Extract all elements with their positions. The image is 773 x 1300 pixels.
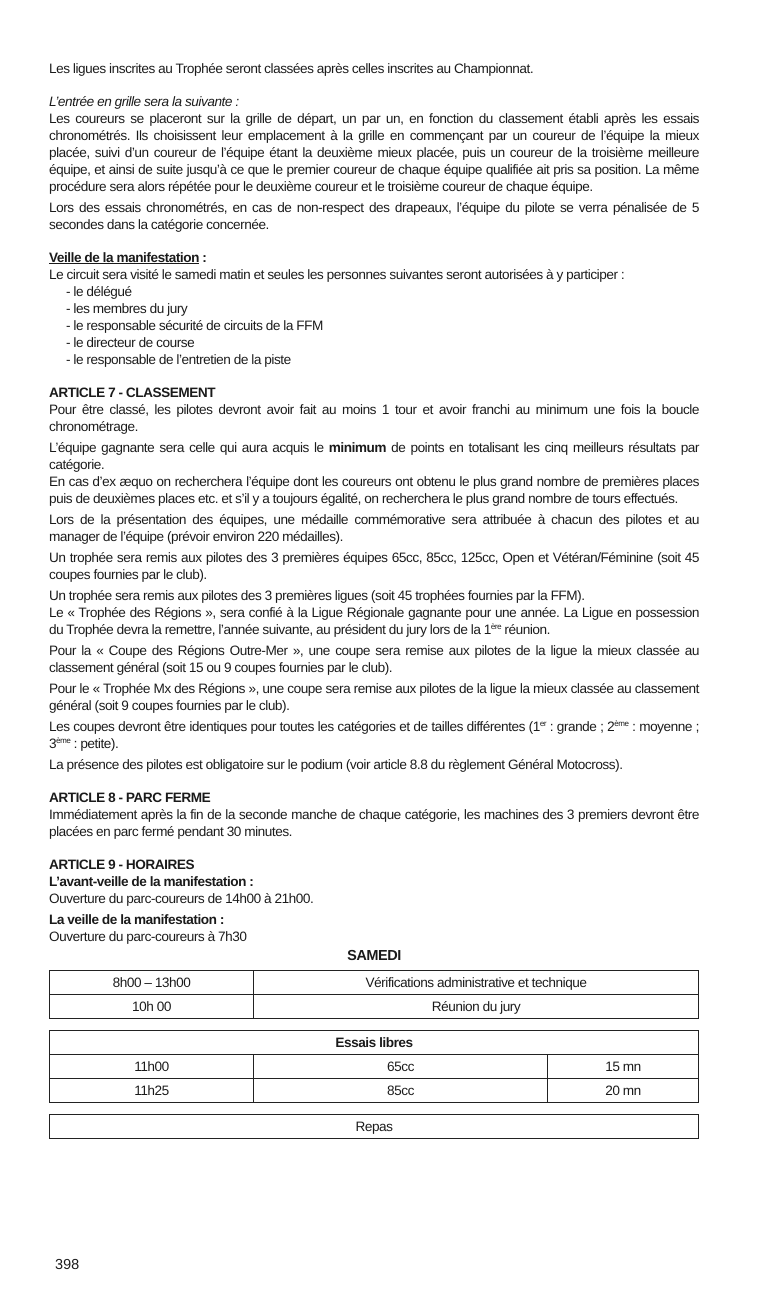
duration-cell: 20 mn — [548, 1079, 699, 1103]
text-run: de points en totalisant les cinq meilleurs résultats par catégorie. — [49, 440, 699, 472]
veille-heading — [49, 249, 699, 266]
table-row — [50, 1115, 699, 1139]
schedule-day-title: SAMEDI — [347, 948, 401, 964]
time-cell: 8h00 – 13h00 — [50, 971, 254, 995]
text-run: réunion. — [501, 622, 550, 637]
article7-p6: Un trophée sera remis aux pilotes des 3 premières ligues (soit 45 trophées fournies par la FFM). — [49, 588, 585, 603]
table-row — [50, 995, 699, 1019]
superscript: ème — [614, 719, 629, 728]
article7-heading: ARTICLE 7 - CLASSEMENT — [49, 385, 216, 400]
participants-list — [49, 283, 699, 368]
article7-p11: La présence des pilotes est obligatoire sur le podium (voir article 8.8 du règlement Général Motocross). — [49, 757, 623, 772]
document-page — [49, 60, 699, 1139]
avant-veille-text: Ouverture du parc-coureurs de 14h00 à 21h00. — [49, 891, 314, 906]
text-run: : moyenne ; 3 — [49, 719, 699, 751]
list-item: - le directeur de course — [66, 335, 195, 350]
category-cell: 85cc — [254, 1079, 548, 1103]
article7-p5: Un trophée sera remis aux pilotes des 3 premières équipes 65cc, 85cc, 125cc, Open et Vétéran/Féminine (soit 45 coupes fournies par le club). — [49, 550, 699, 582]
admin-schedule-table — [49, 970, 699, 1019]
text-run: Les coupes devront être identiques pour toutes les catégories et de tailles différentes (1 — [49, 719, 540, 734]
time-cell: 11h25 — [50, 1079, 254, 1103]
text-run: : petite). — [70, 736, 119, 751]
table-row — [50, 971, 699, 995]
veille-text: Ouverture du parc-coureurs à 7h30 — [49, 929, 247, 944]
text-run: L’équipe gagnante sera celle qui aura acquis le — [49, 440, 329, 455]
veille-heading-colon: : — [198, 250, 207, 265]
article7-p10 — [49, 718, 699, 752]
penalty-paragraph: Lors des essais chronométrés, en cas de non-respect des drapeaux, l’équipe du pilote se verra pénalisée de 5 secondes dans la catégorie concernée. — [49, 200, 699, 232]
table-row — [50, 1055, 699, 1079]
veille-heading-text: Veille de la manifestation — [49, 250, 199, 265]
article7-p2 — [49, 439, 699, 473]
article7-p1: Pour être classé, les pilotes devront avoir fait au moins 1 tour et avoir franchi au minimum une fois la boucle chronométrage. — [49, 402, 699, 434]
avant-veille-label: L’avant-veille de la manifestation : — [49, 874, 254, 889]
duration-cell: 15 mn — [548, 1055, 699, 1079]
article7-p4: Lors de la présentation des équipes, une médaille commémorative sera attribuée à chacun des pilotes et au manager de l’équipe (prévoir environ 220 médailles). — [49, 512, 699, 544]
table-row — [50, 1079, 699, 1103]
veille-label: La veille de la manifestation : — [49, 912, 224, 927]
grid-paragraph: Les coureurs se placeront sur la grille de départ, un par un, en fonction du classement établi après les essais chronométrés. Ils choisissent leur emplacement à la grille en commençant par un coureur de l’équipe la mieux placée, suivi d’un coureur de l’équipe étant la deuxième mieux placée, puis un coureur de la troisième meilleure équipe, et ainsi de suite jusqu’à ce que le premier coureur de chaque équipe qualifiée ait pris sa position. La même procédure sera alors répétée pour le deuxième coureur et le troisième coureur de chaque équipe. — [49, 111, 699, 194]
article7-p7 — [49, 604, 699, 638]
article7-p8: Pour la « Coupe des Régions Outre-Mer », une coupe sera remise aux pilotes de la ligue la mieux classée au classement général (soit 15 ou 9 coupes fournies par le club). — [49, 643, 699, 675]
list-item: - le délégué — [66, 284, 132, 299]
article9-heading: ARTICLE 9 - HORAIRES — [49, 857, 195, 872]
text-run: : grande ; 2 — [546, 719, 615, 734]
meal-cell: Repas — [50, 1115, 699, 1139]
article8-paragraph: Immédiatement après la fin de la seconde manche de chaque catégorie, les machines des 3 premiers devront être placées en parc fermé pendant 30 minutes. — [49, 807, 699, 839]
list-item: - le responsable sécurité de circuits de la FFM — [66, 318, 323, 333]
superscript: ème — [56, 736, 71, 745]
list-item: - le responsable de l’entretien de la piste — [66, 352, 291, 367]
text-run: Le « Trophée des Régions », sera confié à la Ligue Régionale gagnante pour une année. La Ligue en possession du Trophée devra la remettre, l’année suivante, au président du jury lors de la 1 — [49, 605, 699, 637]
table-header-row — [50, 1031, 699, 1055]
activity-cell: Réunion du jury — [254, 995, 699, 1019]
time-cell: 11h00 — [50, 1055, 254, 1079]
article8-heading: ARTICLE 8 - PARC FERME — [49, 790, 211, 805]
list-item: - les membres du jury — [66, 301, 188, 316]
meal-table — [49, 1114, 699, 1139]
emphasis-minimum: minimum — [328, 440, 387, 455]
grid-heading: L’entrée en grille sera la suivante : — [49, 94, 239, 109]
activity-cell: Vérifications administrative et technique — [254, 971, 699, 995]
article7-p3: En cas d’ex æquo on recherchera l’équipe dont les coureurs ont obtenu le plus grand nombre de premières places puis de deuxièmes places etc. et s’il y a toujours égalité, on recherchera le plus grand nombre de tours effectués. — [49, 474, 699, 506]
article7-p9: Pour le « Trophée Mx des Régions », une coupe sera remise aux pilotes de la ligue la mieux classée au classement général (soit 9 coupes fournies par le club). — [49, 681, 699, 713]
superscript: er — [539, 719, 547, 728]
veille-paragraph: Le circuit sera visité le samedi matin et seules les personnes suivantes seront autorisées à y participer : — [49, 267, 625, 282]
superscript: ère — [490, 622, 502, 631]
practice-schedule-table — [49, 1030, 699, 1103]
time-cell: 10h 00 — [50, 995, 254, 1019]
page-number: 398 — [55, 1257, 80, 1273]
intro-paragraph: Les ligues inscrites au Trophée seront classées après celles inscrites au Championnat. — [49, 61, 534, 76]
practice-title-cell: Essais libres — [50, 1031, 699, 1055]
category-cell: 65cc — [254, 1055, 548, 1079]
